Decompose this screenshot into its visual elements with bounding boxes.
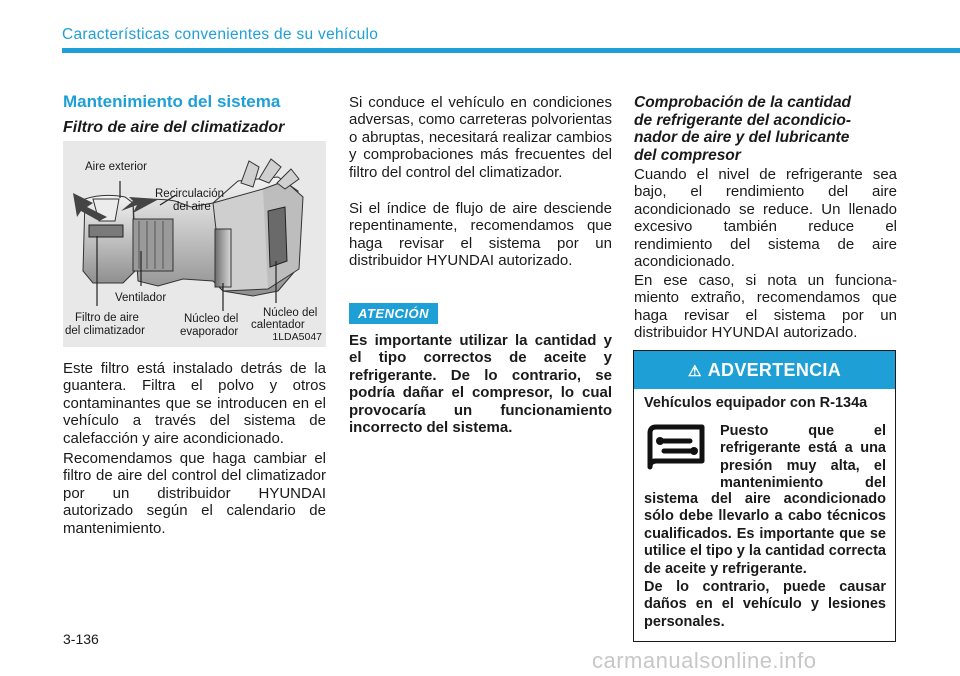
warning-text-2: De lo contrario, puede causar daños en el vehículo y lesiones personales. <box>644 579 886 630</box>
label-heater-l2: calentador <box>251 319 305 331</box>
warning-triangle-icon: ⚠ <box>687 363 702 380</box>
label-heater-l1: Núcleo del <box>263 307 318 319</box>
col3-title <box>634 94 897 164</box>
col3-paragraph-1: Cuando el nivel de refrigerante sea bajo, el rendimiento del aire acondicionado se reduce. Un llenado excesivo también reduce el rendimiento del sistema de aire acondicionado. <box>634 166 897 271</box>
running-header: Características convenientes de su vehículo <box>62 26 379 43</box>
warning-header <box>634 351 895 389</box>
col3-paragraph-2: En ese caso, si nota un funciona-miento extraño, recomendamos que haga revisar el sistema por un distribuidor HYUNDAI autorizado. <box>634 272 897 342</box>
col1-paragraph-2: Recomendamos que haga cambiar el filtro de aire del control del climatizador por un distribuidor HYUNDAI autorizado según el calendario de mantenimiento. <box>63 450 326 537</box>
label-recirculation-l1: Recirculación <box>155 188 225 200</box>
col2-paragraph-1: Si conduce el vehículo en condiciones adversas, como carreteras polvorientas o abruptas, necesitará realizar cambios y comprobaciones más frecuentes del filtro del control del climatizador. <box>349 94 612 181</box>
label-outside-air: Aire exterior <box>85 161 147 173</box>
watermark: carmanualsonline.info <box>592 648 817 673</box>
warning-line-3: presión muy alta, el <box>720 457 886 474</box>
header-rule <box>62 48 960 53</box>
col3-title-line-1: Comprobación de la cantidad <box>634 94 852 111</box>
section-title: Mantenimiento del sistema <box>63 92 281 111</box>
figure-code: 1LDA5047 <box>272 331 322 343</box>
col3-title-line-4: del compresor <box>634 146 741 164</box>
col3-title-line-2: de refrigerante del acondicio- <box>634 111 852 129</box>
attention-text: Es importante utilizar la cantidad y el tipo correctos de aceite y refrigerante. De lo contrario, se podría dañar el compresor, lo cual provocaría un funcionamiento incorrecto del sistema. <box>349 332 612 437</box>
col3-title-line-3: nador de aire y del lubricante <box>634 129 850 146</box>
col2-paragraph-2: Si el índice de flujo de aire desciende repentinamente, recomendamos que haga revisar el sistema por un distribuidor HYUNDAI autorizado. <box>349 200 612 270</box>
book-icon <box>644 423 708 471</box>
warning-line-4: mantenimiento del <box>720 475 886 492</box>
label-filter-l2: del climatizador <box>65 325 145 337</box>
warning-box <box>633 350 896 642</box>
label-evaporator-l1: Núcleo del <box>184 313 239 325</box>
warning-line-1: Puesto que el <box>720 423 886 439</box>
subsection-title: Filtro de aire del climatizador <box>63 119 285 136</box>
label-evaporator-l2: evaporador <box>180 326 239 338</box>
hvac-diagram <box>63 141 326 347</box>
col1-paragraph-1: Este filtro está instalado detrás de la guantera. Filtra el polvo y otros contaminantes que se introducen en el vehículo a través del sistema de calefacción y aire acondicionado. <box>63 360 326 447</box>
warning-text-indent <box>720 423 886 493</box>
label-filter-l1: Filtro de aire <box>75 312 139 324</box>
warning-subheading: Vehículos equipador con R-134a <box>644 395 868 411</box>
page-number: 3-136 <box>63 631 99 647</box>
attention-badge: ATENCIÓN <box>349 303 438 324</box>
label-fan: Ventilador <box>115 292 167 304</box>
warning-header-label: ADVERTENCIA <box>707 360 842 380</box>
warning-text-rest: sistema del aire acondicionado sólo debe llevarlo a cabo técnicos cualificados. Es importante que se utilice el tipo y la cantidad correcta de aceite y refrigerante. <box>644 491 886 577</box>
warning-line-2: refrigerante está a una <box>720 440 886 457</box>
label-recirculation-l2: del aire <box>173 201 211 213</box>
